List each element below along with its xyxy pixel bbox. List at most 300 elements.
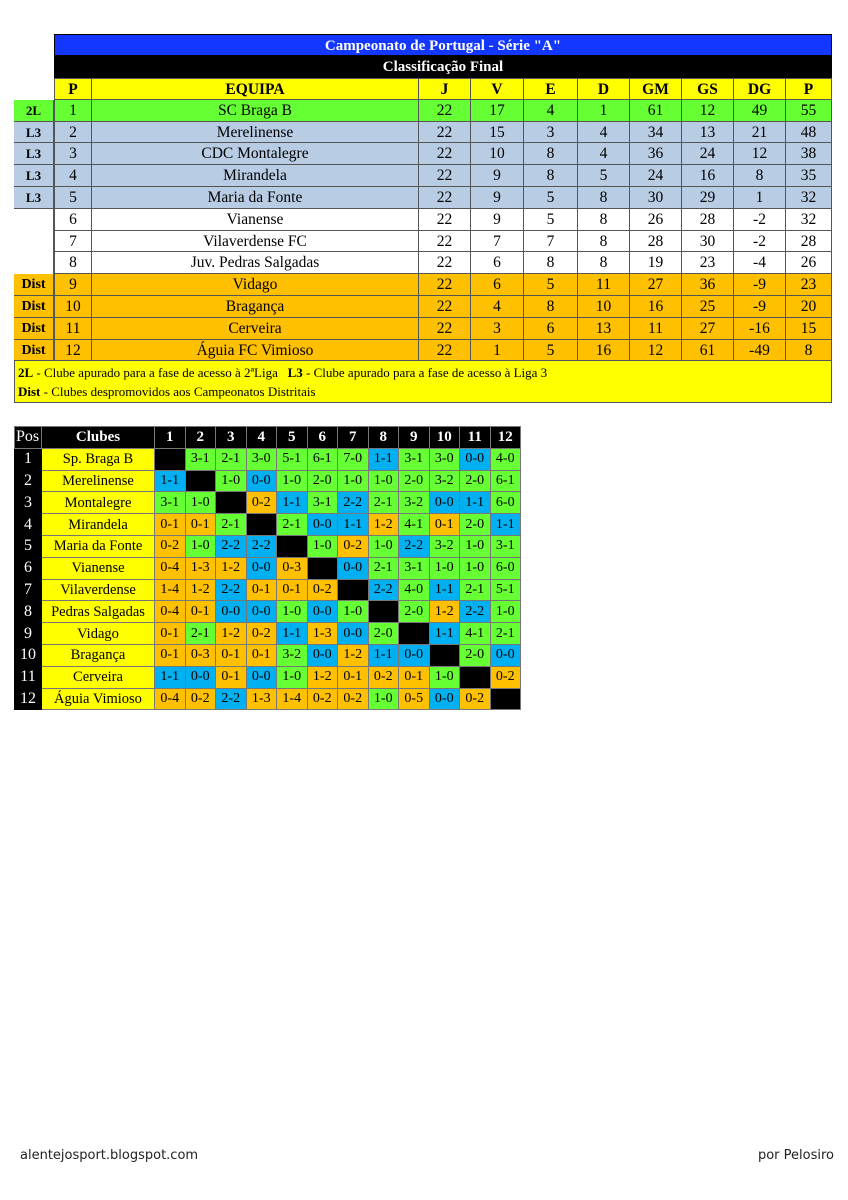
table-row xyxy=(14,209,832,231)
matrix-col-header: 3 xyxy=(216,427,247,449)
matrix-result-cell: 3-0 xyxy=(429,448,460,470)
matrix-row-pos: 11 xyxy=(15,666,42,688)
row-goals-for: 12 xyxy=(630,340,682,362)
matrix-result-cell: 1-0 xyxy=(368,470,399,492)
matrix-row-pos: 3 xyxy=(15,492,42,514)
footer-site: alentejosport.blogspot.com xyxy=(20,1148,199,1163)
matrix-result-cell: 2-0 xyxy=(307,470,338,492)
row-losses: 11 xyxy=(578,274,630,296)
results-matrix xyxy=(14,426,521,710)
matrix-result-cell: 6-1 xyxy=(490,470,521,492)
matrix-result-cell: 0-0 xyxy=(399,644,430,666)
matrix-result-cell: 0-1 xyxy=(155,514,186,536)
row-losses: 8 xyxy=(578,209,630,231)
row-wins: 7 xyxy=(471,231,524,253)
row-goals-against: 24 xyxy=(682,143,734,165)
row-team: Maria da Fonte xyxy=(92,187,419,209)
row-goal-diff: 21 xyxy=(734,122,786,144)
header-played: J xyxy=(419,78,471,100)
footer-author: por Pelosiro xyxy=(757,1148,834,1163)
matrix-col-header: 2 xyxy=(185,427,216,449)
matrix-row-pos: 8 xyxy=(15,601,42,623)
matrix-result-cell: 0-1 xyxy=(155,623,186,645)
standings-title: Campeonato de Portugal - Série "A" xyxy=(54,34,832,56)
matrix-result-cell xyxy=(368,601,399,623)
header-position: P xyxy=(54,78,92,100)
row-goals-against: 27 xyxy=(682,318,734,340)
row-position: 10 xyxy=(54,296,92,318)
row-team: Vilaverdense FC xyxy=(92,231,419,253)
matrix-result-cell: 0-3 xyxy=(185,644,216,666)
matrix-result-cell: 0-0 xyxy=(307,644,338,666)
matrix-row-club: Cerveira xyxy=(42,666,155,688)
header-wins: V xyxy=(471,78,524,100)
matrix-result-cell: 0-0 xyxy=(307,514,338,536)
matrix-row-club: Vianense xyxy=(42,557,155,579)
matrix-result-cell: 0-0 xyxy=(216,601,247,623)
table-row xyxy=(15,688,521,710)
row-draws: 5 xyxy=(524,274,578,296)
matrix-result-cell: 1-0 xyxy=(338,601,369,623)
table-row xyxy=(14,100,832,122)
matrix-result-cell: 2-0 xyxy=(399,601,430,623)
matrix-result-cell: 3-1 xyxy=(155,492,186,514)
matrix-result-cell: 0-1 xyxy=(338,666,369,688)
row-goal-diff: 8 xyxy=(734,165,786,187)
matrix-result-cell: 3-2 xyxy=(277,644,308,666)
row-played: 22 xyxy=(419,340,471,362)
row-draws: 8 xyxy=(524,296,578,318)
matrix-result-cell xyxy=(399,623,430,645)
row-draws: 8 xyxy=(524,165,578,187)
matrix-result-cell: 0-0 xyxy=(460,448,491,470)
matrix-result-cell: 0-1 xyxy=(429,514,460,536)
row-played: 22 xyxy=(419,296,471,318)
matrix-result-cell: 1-0 xyxy=(460,535,491,557)
matrix-result-cell: 1-2 xyxy=(185,579,216,601)
row-team: Águia FC Vimioso xyxy=(92,340,419,362)
row-played: 22 xyxy=(419,100,471,122)
matrix-result-cell: 2-1 xyxy=(490,623,521,645)
row-team: Mirandela xyxy=(92,165,419,187)
matrix-result-cell xyxy=(216,492,247,514)
matrix-result-cell: 1-2 xyxy=(216,623,247,645)
table-row xyxy=(14,231,832,253)
matrix-result-cell: 1-0 xyxy=(277,601,308,623)
matrix-result-cell: 0-5 xyxy=(399,688,430,710)
row-played: 22 xyxy=(419,165,471,187)
table-row xyxy=(14,340,832,362)
matrix-row-pos: 6 xyxy=(15,557,42,579)
row-goals-for: 30 xyxy=(630,187,682,209)
row-draws: 4 xyxy=(524,100,578,122)
row-goals-for: 28 xyxy=(630,231,682,253)
matrix-row-pos: 9 xyxy=(15,623,42,645)
row-goals-for: 19 xyxy=(630,252,682,274)
row-goal-diff: -4 xyxy=(734,252,786,274)
row-points: 26 xyxy=(786,252,832,274)
matrix-result-cell: 2-2 xyxy=(216,579,247,601)
tag-header xyxy=(14,78,54,100)
matrix-col-header: 7 xyxy=(338,427,369,449)
matrix-result-cell: 5-1 xyxy=(490,579,521,601)
matrix-result-cell: 3-2 xyxy=(399,492,430,514)
row-goals-for: 27 xyxy=(630,274,682,296)
row-tag xyxy=(14,231,54,253)
row-position: 8 xyxy=(54,252,92,274)
row-goal-diff: -49 xyxy=(734,340,786,362)
row-goals-against: 16 xyxy=(682,165,734,187)
header-points: P xyxy=(786,78,832,100)
matrix-row-club: Bragança xyxy=(42,644,155,666)
row-tag xyxy=(14,252,54,274)
matrix-result-cell: 0-0 xyxy=(185,666,216,688)
row-position: 9 xyxy=(54,274,92,296)
row-tag: L3 xyxy=(14,165,54,187)
matrix-result-cell xyxy=(246,514,277,536)
matrix-result-cell: 3-2 xyxy=(429,470,460,492)
table-row xyxy=(14,274,832,296)
header-goals-for: GM xyxy=(630,78,682,100)
row-team: Merelinense xyxy=(92,122,419,144)
row-losses: 4 xyxy=(578,122,630,144)
row-losses: 8 xyxy=(578,252,630,274)
matrix-result-cell: 2-2 xyxy=(338,492,369,514)
row-team: Vidago xyxy=(92,274,419,296)
row-losses: 8 xyxy=(578,231,630,253)
matrix-row-club: Pedras Salgadas xyxy=(42,601,155,623)
row-losses: 13 xyxy=(578,318,630,340)
row-played: 22 xyxy=(419,143,471,165)
matrix-row-pos: 2 xyxy=(15,470,42,492)
row-tag: Dist xyxy=(14,274,54,296)
row-goal-diff: 12 xyxy=(734,143,786,165)
standings-table xyxy=(14,34,832,403)
matrix-result-cell: 0-0 xyxy=(246,557,277,579)
matrix-result-cell: 4-0 xyxy=(490,448,521,470)
row-position: 2 xyxy=(54,122,92,144)
table-row xyxy=(15,514,521,536)
matrix-result-cell: 2-0 xyxy=(460,514,491,536)
matrix-result-cell: 0-1 xyxy=(246,644,277,666)
table-row xyxy=(15,492,521,514)
matrix-row-pos: 4 xyxy=(15,514,42,536)
row-losses: 1 xyxy=(578,100,630,122)
matrix-result-cell: 3-0 xyxy=(246,448,277,470)
row-points: 23 xyxy=(786,274,832,296)
matrix-result-cell: 4-1 xyxy=(399,514,430,536)
matrix-result-cell: 0-0 xyxy=(246,470,277,492)
table-row xyxy=(15,601,521,623)
matrix-result-cell: 1-1 xyxy=(368,644,399,666)
matrix-result-cell: 0-2 xyxy=(368,666,399,688)
row-wins: 10 xyxy=(471,143,524,165)
table-row xyxy=(14,252,832,274)
row-position: 11 xyxy=(54,318,92,340)
matrix-result-cell: 2-2 xyxy=(246,535,277,557)
row-goals-against: 25 xyxy=(682,296,734,318)
row-position: 4 xyxy=(54,165,92,187)
row-team: SC Braga B xyxy=(92,100,419,122)
matrix-result-cell: 3-1 xyxy=(490,535,521,557)
table-row xyxy=(15,644,521,666)
matrix-result-cell: 1-0 xyxy=(277,470,308,492)
matrix-result-cell: 1-0 xyxy=(429,557,460,579)
table-row xyxy=(14,143,832,165)
matrix-result-cell: 0-0 xyxy=(246,601,277,623)
legend-2l-text: - Clube apurado para a fase de acesso à 2ªLiga xyxy=(33,365,278,381)
row-points: 35 xyxy=(786,165,832,187)
matrix-col-header: 11 xyxy=(460,427,491,449)
matrix-header-row xyxy=(15,427,521,449)
row-wins: 6 xyxy=(471,252,524,274)
matrix-result-cell: 1-0 xyxy=(307,535,338,557)
table-row xyxy=(15,557,521,579)
matrix-result-cell xyxy=(460,666,491,688)
row-goals-for: 26 xyxy=(630,209,682,231)
row-draws: 8 xyxy=(524,252,578,274)
row-team: Bragança xyxy=(92,296,419,318)
table-row xyxy=(14,187,832,209)
matrix-result-cell: 0-4 xyxy=(155,557,186,579)
row-goals-against: 12 xyxy=(682,100,734,122)
matrix-result-cell: 1-0 xyxy=(338,470,369,492)
matrix-club-header: Clubes xyxy=(42,427,155,449)
matrix-result-cell: 0-4 xyxy=(155,688,186,710)
matrix-result-cell: 0-1 xyxy=(216,666,247,688)
matrix-result-cell: 1-1 xyxy=(155,470,186,492)
row-points: 48 xyxy=(786,122,832,144)
matrix-result-cell: 1-2 xyxy=(216,557,247,579)
row-goals-for: 34 xyxy=(630,122,682,144)
matrix-result-cell xyxy=(307,557,338,579)
matrix-row-pos: 7 xyxy=(15,579,42,601)
row-tag: L3 xyxy=(14,143,54,165)
row-position: 5 xyxy=(54,187,92,209)
row-position: 7 xyxy=(54,231,92,253)
row-wins: 9 xyxy=(471,187,524,209)
row-losses: 4 xyxy=(578,143,630,165)
matrix-row-club: Vilaverdense xyxy=(42,579,155,601)
matrix-result-cell xyxy=(490,688,521,710)
matrix-result-cell xyxy=(338,579,369,601)
row-played: 22 xyxy=(419,209,471,231)
row-draws: 5 xyxy=(524,340,578,362)
row-points: 32 xyxy=(786,187,832,209)
row-tag: Dist xyxy=(14,340,54,362)
standings-legend xyxy=(14,361,832,403)
row-position: 12 xyxy=(54,340,92,362)
matrix-result-cell: 0-1 xyxy=(155,644,186,666)
matrix-result-cell: 2-2 xyxy=(399,535,430,557)
header-losses: D xyxy=(578,78,630,100)
row-wins: 9 xyxy=(471,165,524,187)
matrix-row-pos: 10 xyxy=(15,644,42,666)
matrix-result-cell: 2-2 xyxy=(460,601,491,623)
matrix-result-cell: 0-0 xyxy=(429,492,460,514)
header-goals-against: GS xyxy=(682,78,734,100)
row-goal-diff: -2 xyxy=(734,231,786,253)
matrix-result-cell: 4-1 xyxy=(460,623,491,645)
matrix-result-cell: 0-1 xyxy=(399,666,430,688)
matrix-result-cell: 0-2 xyxy=(490,666,521,688)
row-goals-for: 16 xyxy=(630,296,682,318)
matrix-result-cell: 5-1 xyxy=(277,448,308,470)
row-losses: 8 xyxy=(578,187,630,209)
matrix-result-cell: 0-2 xyxy=(338,535,369,557)
matrix-result-cell: 1-2 xyxy=(429,601,460,623)
matrix-row-club: Águia Vimioso xyxy=(42,688,155,710)
matrix-result-cell: 1-1 xyxy=(429,579,460,601)
matrix-result-cell: 1-3 xyxy=(246,688,277,710)
row-team: Vianense xyxy=(92,209,419,231)
row-played: 22 xyxy=(419,252,471,274)
matrix-result-cell: 1-1 xyxy=(277,492,308,514)
matrix-result-cell: 1-0 xyxy=(277,666,308,688)
row-goals-against: 28 xyxy=(682,209,734,231)
table-row xyxy=(14,296,832,318)
row-played: 22 xyxy=(419,318,471,340)
matrix-result-cell: 4-0 xyxy=(399,579,430,601)
matrix-result-cell: 0-0 xyxy=(429,688,460,710)
matrix-result-cell: 2-0 xyxy=(460,644,491,666)
row-goals-for: 11 xyxy=(630,318,682,340)
matrix-result-cell: 1-1 xyxy=(338,514,369,536)
row-played: 22 xyxy=(419,122,471,144)
matrix-result-cell xyxy=(155,448,186,470)
matrix-result-cell: 1-2 xyxy=(368,514,399,536)
row-team: Juv. Pedras Salgadas xyxy=(92,252,419,274)
matrix-row-pos: 5 xyxy=(15,535,42,557)
row-draws: 5 xyxy=(524,209,578,231)
row-points: 32 xyxy=(786,209,832,231)
matrix-result-cell: 1-1 xyxy=(277,623,308,645)
row-losses: 10 xyxy=(578,296,630,318)
standings-subtitle: Classificação Final xyxy=(54,56,832,78)
row-team: Cerveira xyxy=(92,318,419,340)
row-goal-diff: -9 xyxy=(734,274,786,296)
row-points: 28 xyxy=(786,231,832,253)
matrix-col-header: 1 xyxy=(155,427,186,449)
legend-l3-text: - Clube apurado para a fase de acesso à Liga 3 xyxy=(302,365,548,381)
matrix-result-cell: 0-0 xyxy=(246,666,277,688)
matrix-row-club: Sp. Braga B xyxy=(42,448,155,470)
row-wins: 9 xyxy=(471,209,524,231)
row-wins: 15 xyxy=(471,122,524,144)
row-goals-against: 23 xyxy=(682,252,734,274)
matrix-row-club: Montalegre xyxy=(42,492,155,514)
row-goals-against: 30 xyxy=(682,231,734,253)
row-losses: 16 xyxy=(578,340,630,362)
matrix-result-cell: 0-2 xyxy=(155,535,186,557)
table-row xyxy=(15,666,521,688)
matrix-result-cell: 1-0 xyxy=(490,601,521,623)
row-tag: 2L xyxy=(14,100,54,122)
matrix-pos-header: Pos xyxy=(15,427,42,449)
table-row xyxy=(15,623,521,645)
matrix-result-cell: 0-3 xyxy=(277,557,308,579)
matrix-result-cell: 0-1 xyxy=(246,579,277,601)
legend-line-2 xyxy=(18,382,828,401)
legend-dist-code: Dist xyxy=(18,384,41,400)
matrix-result-cell: 2-2 xyxy=(216,688,247,710)
matrix-result-cell: 0-0 xyxy=(338,623,369,645)
matrix-result-cell: 2-0 xyxy=(399,470,430,492)
matrix-result-cell xyxy=(429,644,460,666)
row-goal-diff: -9 xyxy=(734,296,786,318)
matrix-col-header: 12 xyxy=(490,427,521,449)
matrix-col-header: 9 xyxy=(399,427,430,449)
matrix-body xyxy=(15,448,521,710)
matrix-result-cell: 1-0 xyxy=(368,535,399,557)
matrix-result-cell: 3-2 xyxy=(429,535,460,557)
row-goal-diff: 1 xyxy=(734,187,786,209)
row-goals-against: 13 xyxy=(682,122,734,144)
matrix-result-cell xyxy=(185,470,216,492)
matrix-result-cell: 3-1 xyxy=(185,448,216,470)
matrix-result-cell: 6-0 xyxy=(490,557,521,579)
row-goal-diff: -2 xyxy=(734,209,786,231)
matrix-result-cell: 2-2 xyxy=(368,579,399,601)
header-team: EQUIPA xyxy=(92,78,419,100)
header-goal-diff: DG xyxy=(734,78,786,100)
row-wins: 3 xyxy=(471,318,524,340)
matrix-col-header: 10 xyxy=(429,427,460,449)
matrix-result-cell: 2-1 xyxy=(368,492,399,514)
matrix-result-cell: 1-1 xyxy=(429,623,460,645)
table-row xyxy=(15,579,521,601)
matrix-result-cell: 1-0 xyxy=(368,688,399,710)
table-row xyxy=(15,535,521,557)
legend-line-1 xyxy=(18,363,828,382)
matrix-result-cell: 0-0 xyxy=(338,557,369,579)
matrix-result-cell: 0-2 xyxy=(246,492,277,514)
matrix-result-cell: 0-2 xyxy=(307,688,338,710)
row-points: 15 xyxy=(786,318,832,340)
row-draws: 8 xyxy=(524,143,578,165)
matrix-result-cell: 2-1 xyxy=(368,557,399,579)
row-goals-against: 61 xyxy=(682,340,734,362)
matrix-result-cell: 0-1 xyxy=(216,644,247,666)
table-row xyxy=(14,122,832,144)
matrix-col-header: 5 xyxy=(277,427,308,449)
table-row xyxy=(15,470,521,492)
row-goals-against: 29 xyxy=(682,187,734,209)
matrix-row-pos: 1 xyxy=(15,448,42,470)
matrix-result-cell: 2-1 xyxy=(185,623,216,645)
matrix-result-cell: 1-0 xyxy=(185,535,216,557)
table-row xyxy=(15,448,521,470)
matrix-result-cell: 0-1 xyxy=(185,601,216,623)
row-played: 22 xyxy=(419,231,471,253)
matrix-result-cell: 6-0 xyxy=(490,492,521,514)
matrix-result-cell: 1-3 xyxy=(307,623,338,645)
matrix-result-cell: 1-4 xyxy=(277,688,308,710)
row-points: 38 xyxy=(786,143,832,165)
matrix-result-cell: 1-0 xyxy=(460,557,491,579)
matrix-result-cell: 0-1 xyxy=(185,514,216,536)
row-points: 55 xyxy=(786,100,832,122)
matrix-result-cell: 0-2 xyxy=(185,688,216,710)
matrix-result-cell: 0-2 xyxy=(338,688,369,710)
matrix-result-cell: 3-1 xyxy=(399,557,430,579)
row-draws: 3 xyxy=(524,122,578,144)
matrix-result-cell: 0-2 xyxy=(246,623,277,645)
standings-body xyxy=(14,100,832,362)
matrix-result-cell: 2-1 xyxy=(216,448,247,470)
matrix-result-cell: 1-1 xyxy=(155,666,186,688)
matrix-result-cell: 1-4 xyxy=(155,579,186,601)
